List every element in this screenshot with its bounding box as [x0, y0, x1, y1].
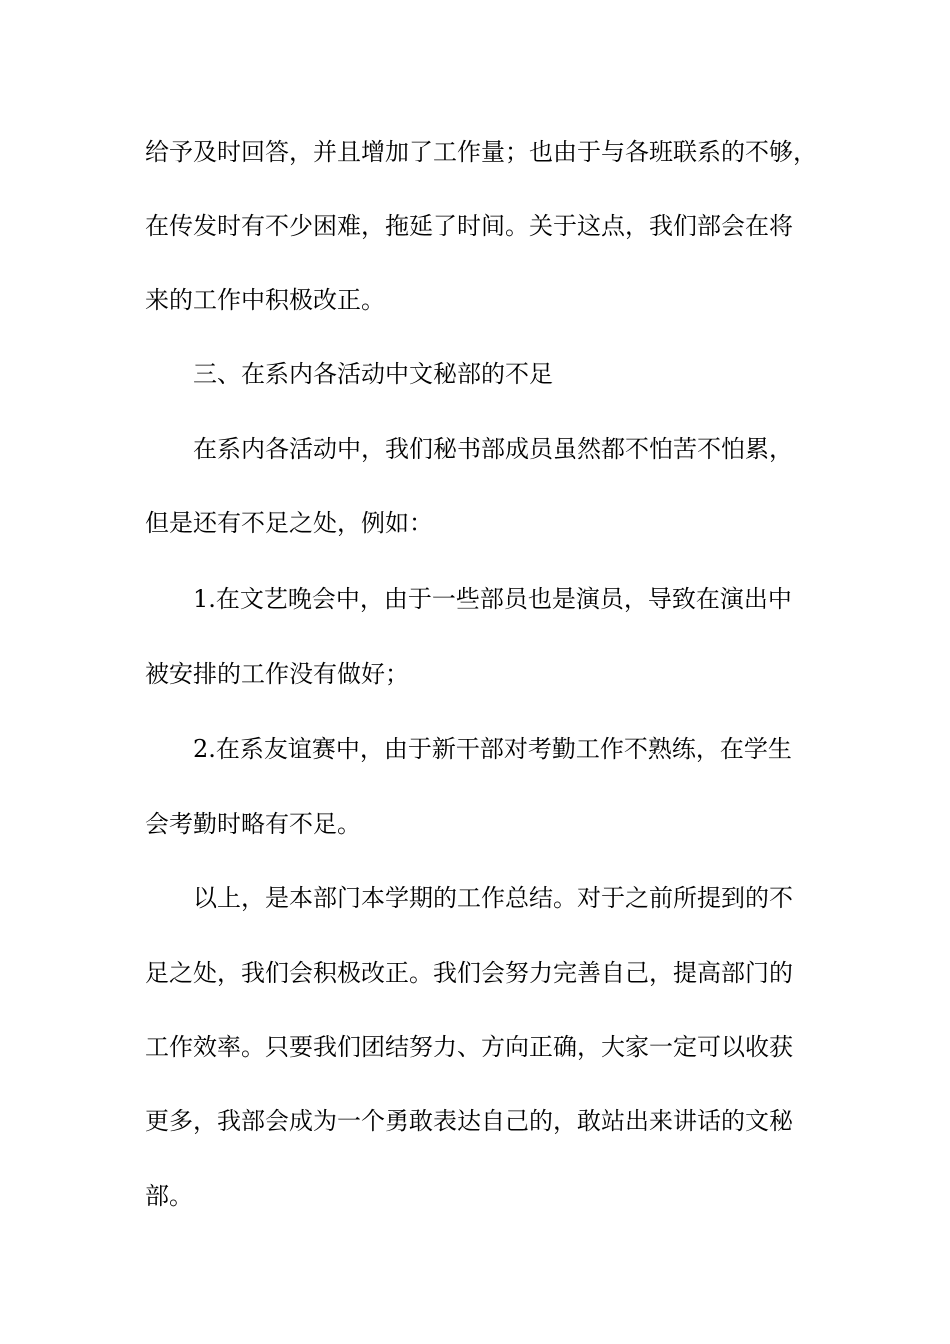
- text-line: 在系内各活动中，我们秘书部成员虽然都不怕苦不怕累，: [193, 435, 793, 463]
- text-line: 但是还有不足之处，例如：: [145, 509, 433, 537]
- list-item-1: 1.在文艺晚会中，由于一些部员也是演员，导致在演出中: [193, 585, 792, 613]
- text-line: 工作效率。只要我们团结努力、方向正确，大家一定可以收获: [145, 1033, 793, 1061]
- section-heading: 三、在系内各活动中文秘部的不足: [193, 360, 553, 388]
- list-item-2: 2.在系友谊赛中，由于新干部对考勤工作不熟练，在学生: [193, 735, 792, 763]
- text-line: 在传发时有不少困难，拖延了时间。关于这点，我们部会在将: [145, 212, 793, 240]
- text-line: 会考勤时略有不足。: [145, 810, 361, 838]
- text-line: 来的工作中积极改正。: [145, 286, 385, 314]
- text-line: 给予及时回答，并且增加了工作量；也由于与各班联系的不够，: [145, 138, 817, 166]
- text-line: 更多，我部会成为一个勇敢表达自己的，敢站出来讲话的文秘: [145, 1107, 793, 1135]
- text-line: 被安排的工作没有做好；: [145, 660, 409, 688]
- text-line: 以上，是本部门本学期的工作总结。对于之前所提到的不: [193, 884, 793, 912]
- text-line: 足之处，我们会积极改正。我们会努力完善自己，提高部门的: [145, 959, 793, 987]
- text-line: 部。: [145, 1182, 193, 1210]
